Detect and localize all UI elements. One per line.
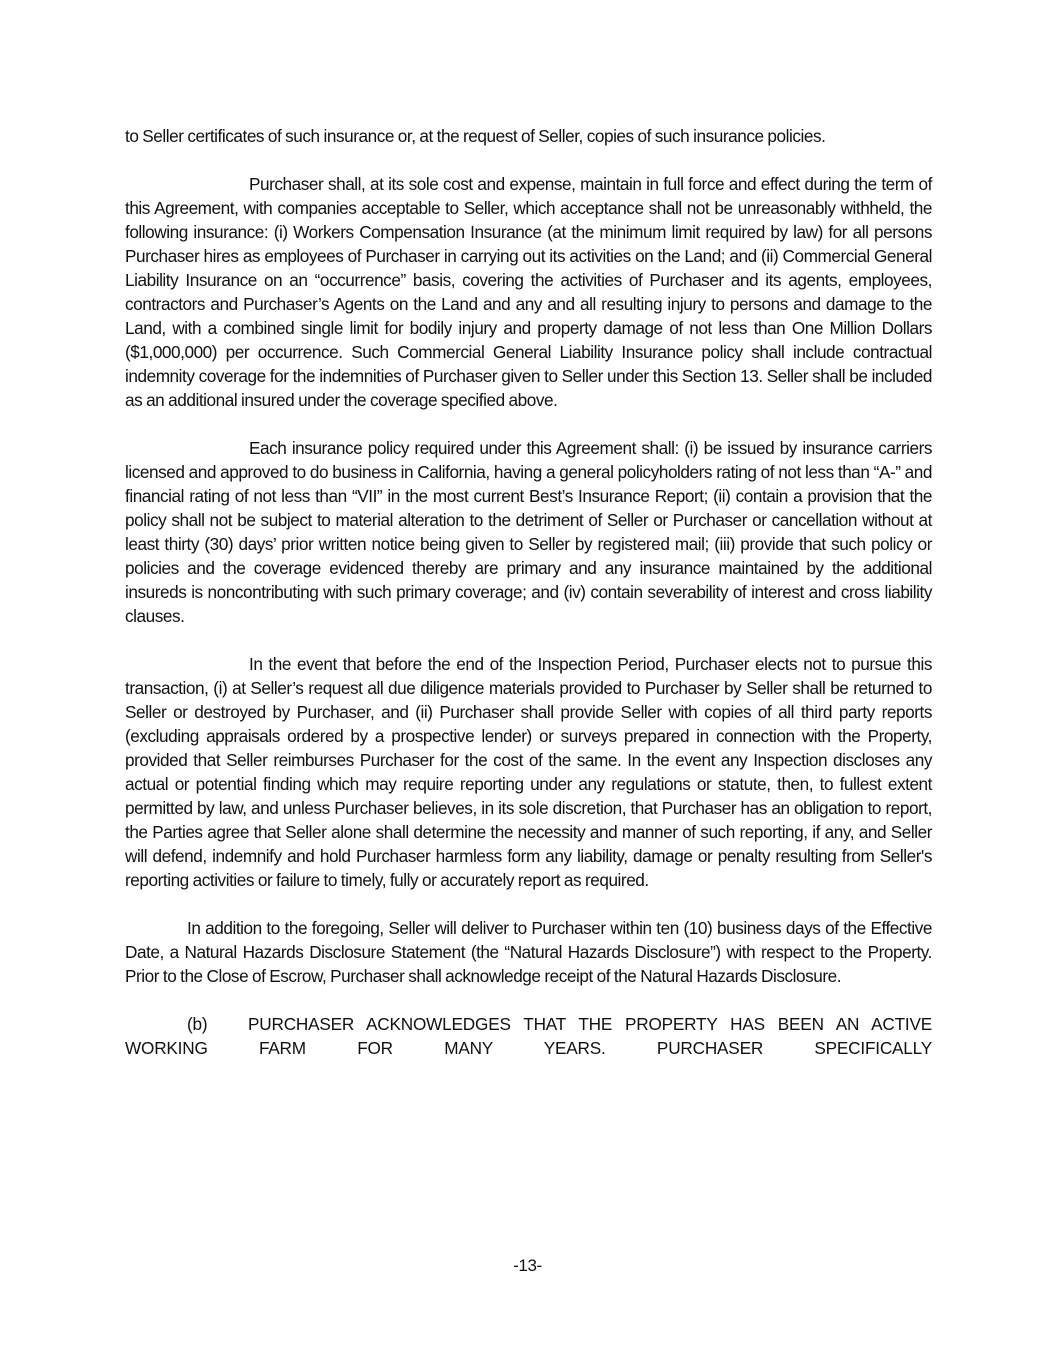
subsection-b [125, 1012, 932, 1060]
subsection-b-text: PURCHASER ACKNOWLEDGES THAT THE PROPERTY HAS BEEN AN ACTIVE WORKING FARM FOR MANY YEARS. PURCHASER SPECIFICALLY [125, 1014, 932, 1058]
paragraph-purchaser-insurance: Purchaser shall, at its sole cost and expense, maintain in full force and effect during the term of this Agreement, with companies acceptable to Seller, which acceptance shall not be unreasonably withheld, the following insurance: (i) Workers Compensation Insurance (at the minimum limit required by law) for all persons Purchaser hires as employees of Purchaser in carrying out its activities on the Land; and (ii) Commercial General Liability Insurance on an “occurrence” basis, covering the activities of Purchaser and its agents, employees, contractors and Purchaser’s Agents on the Land and any and all resulting injury to persons and damage to the Land, with a combined single limit for bodily injury and property damage of not less than One Million Dollars ($1,000,000) per occurrence. Such Commercial General Liability Insurance policy shall include contractual indemnity coverage for the indemnities of Purchaser given to Seller under this Section 13. Seller shall be included as an additional insured under the coverage specified above. [125, 174, 932, 410]
document-page [125, 124, 932, 1060]
paragraph-natural-hazards: In addition to the foregoing, Seller will deliver to Purchaser within ten (10) business days of the Effective Date, a Natural Hazards Disclosure Statement (the “Natural Hazards Disclosure”) with respect to the Property. Prior to the Close of Escrow, Purchaser shall acknowledge receipt of the Natural Hazards Disclosure. [125, 918, 932, 986]
page-number: -13- [513, 1256, 542, 1275]
paragraph-insurance-certificates: to Seller certificates of such insurance or, at the request of Seller, copies of such insurance policies. [125, 126, 826, 146]
paragraph-policy-requirements: Each insurance policy required under this Agreement shall: (i) be issued by insurance carriers licensed and approved to do business in California, having a general policyholders rating of not less than “A-” and financial rating of not less than “VII” in the most current Best’s Insurance Report; (ii) contain a provision that the policy shall not be subject to material alteration to the detriment of Seller or Purchaser or cancellation without at least thirty (30) days’ prior written notice being given to Seller by registered mail; (iii) provide that such policy or policies and the coverage evidenced thereby are primary and any insurance maintained by the additional insureds is noncontributing with such primary coverage; and (iv) contain severability of interest and cross liability clauses. [125, 438, 932, 626]
subsection-b-label: (b) [187, 1014, 208, 1034]
paragraph-inspection-period: In the event that before the end of the Inspection Period, Purchaser elects not to pursue this transaction, (i) at Seller’s request all due diligence materials provided to Purchaser by Seller shall be returned to Seller or destroyed by Purchaser, and (ii) Purchaser shall provide Seller with copies of all third party reports (excluding appraisals ordered by a prospective lender) or surveys prepared in connection with the Property, provided that Seller reimburses Purchaser for the cost of the same. In the event any Inspection discloses any actual or potential finding which may require reporting under any regulations or statute, then, to fullest extent permitted by law, and unless Purchaser believes, in its sole discretion, that Purchaser has an obligation to report, the Parties agree that Seller alone shall determine the necessity and manner of such reporting, if any, and Seller will defend, indemnify and hold Purchaser harmless form any liability, damage or penalty resulting from Seller's reporting activities or failure to timely, fully or accurately report as required. [125, 654, 932, 890]
